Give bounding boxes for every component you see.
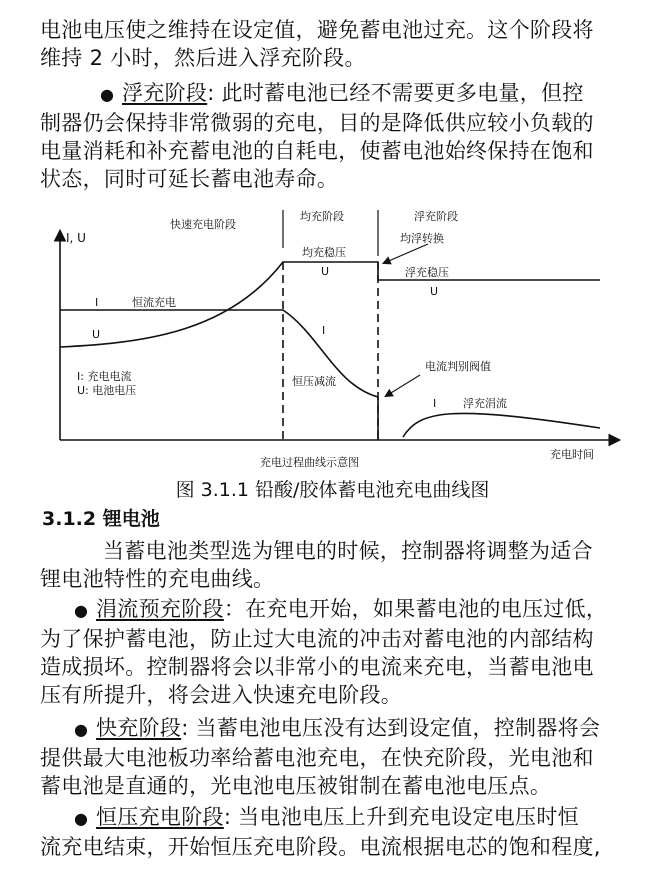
text-line: 制器仍会保持非常微弱的充电，目的是降低供应较小负载的 bbox=[40, 111, 594, 135]
text-line: 造成损坏。控制器将会以非常小的电流来充电，当蓄电池电 bbox=[40, 655, 594, 679]
curve-symbol-i: I bbox=[322, 324, 326, 337]
phase-label-equalizing: 均充阶段 bbox=[300, 210, 344, 223]
y-axis-label: I, U bbox=[66, 231, 86, 245]
bullet-icon: ● bbox=[100, 85, 115, 104]
label-cv-decrease: 恒压减流 bbox=[292, 375, 336, 388]
label-float-voltage: 浮充稳压 bbox=[405, 266, 449, 279]
text-line bbox=[40, 714, 638, 744]
text-line: 蓄电池是直通的，光电池电压被钳制在蓄电池电压点。 bbox=[40, 774, 552, 798]
bullet-icon: ● bbox=[74, 809, 89, 828]
text-segment: ：在充电开始，如果蓄电池的电压过低， bbox=[223, 597, 608, 621]
text-line: 流充电结束，开始恒压充电阶段。电流根据电芯的饱和程度, bbox=[40, 835, 601, 859]
figure-caption: 图 3.1.1 铅酸/胶体蓄电池充电曲线图 bbox=[175, 479, 490, 501]
text-line: 压有所提升，将会进入快速充电阶段。 bbox=[40, 683, 403, 707]
label-equal-voltage: 均充稳压 bbox=[302, 246, 346, 259]
paragraph-cv-charge bbox=[40, 803, 638, 861]
text-line: 锂电池特性的充电曲线。 bbox=[40, 567, 275, 591]
paragraph-lithium-intro bbox=[40, 537, 638, 593]
text-line: 电池电压使之维持在设定值，避免蓄电池过充。这个阶段将 bbox=[40, 18, 594, 42]
term-float-charge: 浮充阶段 bbox=[122, 81, 208, 105]
curve-symbol-u: U bbox=[321, 265, 330, 278]
text-line: 为了保护蓄电池，防止过大电流的冲击对蓄电池的内部结构 bbox=[40, 627, 594, 651]
label-const-current: 恒流充电 bbox=[132, 296, 176, 309]
curve-symbol-i: I bbox=[95, 296, 99, 309]
curve-symbol-u: U bbox=[92, 328, 101, 341]
text-line: 电量消耗和补充蓄电池的自耗电，使蓄电池始终保持在饱和 bbox=[40, 139, 594, 163]
bullet-icon: ● bbox=[74, 720, 89, 739]
paragraph-trickle-precharge bbox=[40, 595, 638, 709]
paragraph-fast-charge bbox=[40, 714, 638, 800]
text-line bbox=[40, 595, 638, 625]
text-segment: : 当电池电压上升到充电设定电压时恒 bbox=[223, 805, 579, 829]
text-segment: : 此时蓄电池已经不需要更多电量，但控 bbox=[207, 81, 584, 105]
text-line: 提供最大电池板功率给蓄电池充电，在快充阶段，光电池和 bbox=[40, 746, 594, 770]
label-float-current: 浮充涓流 bbox=[463, 397, 507, 410]
x-axis-label: 充电时间 bbox=[550, 448, 594, 461]
label-threshold: 电流判别阀值 bbox=[425, 360, 491, 373]
term-trickle-precharge: 涓流预充阶段 bbox=[96, 597, 224, 621]
phase-label-float: 浮充阶段 bbox=[414, 210, 458, 223]
switch-arrow bbox=[384, 244, 428, 263]
curve-symbol-u: U bbox=[430, 285, 439, 298]
term-cv-charge: 恒压充电阶段 bbox=[96, 805, 224, 829]
legend-current: I: 充电电流 bbox=[77, 370, 132, 383]
legend-voltage: U: 电池电压 bbox=[77, 384, 137, 397]
section-heading: 3.1.2 锂电池 bbox=[42, 508, 160, 530]
text-line bbox=[40, 803, 638, 833]
text-line: 状态，同时可延长蓄电池寿命。 bbox=[40, 167, 339, 191]
text-line: 维持 2 小时，然后进入浮充阶段。 bbox=[40, 46, 366, 70]
diagram-title: 充电过程曲线示意图 bbox=[260, 456, 359, 469]
phase-label-fast: 快速充电阶段 bbox=[170, 218, 236, 231]
bullet-icon: ● bbox=[74, 601, 89, 620]
curve-symbol-i: I bbox=[433, 397, 437, 410]
text-line: 当蓄电池类型选为锂电的时候，控制器将调整为适合 bbox=[103, 539, 593, 563]
threshold-arrow bbox=[386, 375, 420, 396]
term-fast-charge: 快充阶段 bbox=[96, 716, 182, 740]
text-segment: : 当蓄电池电压没有达到设定值，控制器将会 bbox=[181, 716, 601, 740]
label-float-switch: 均浮转换 bbox=[400, 232, 444, 245]
float-current-curve bbox=[403, 413, 600, 437]
